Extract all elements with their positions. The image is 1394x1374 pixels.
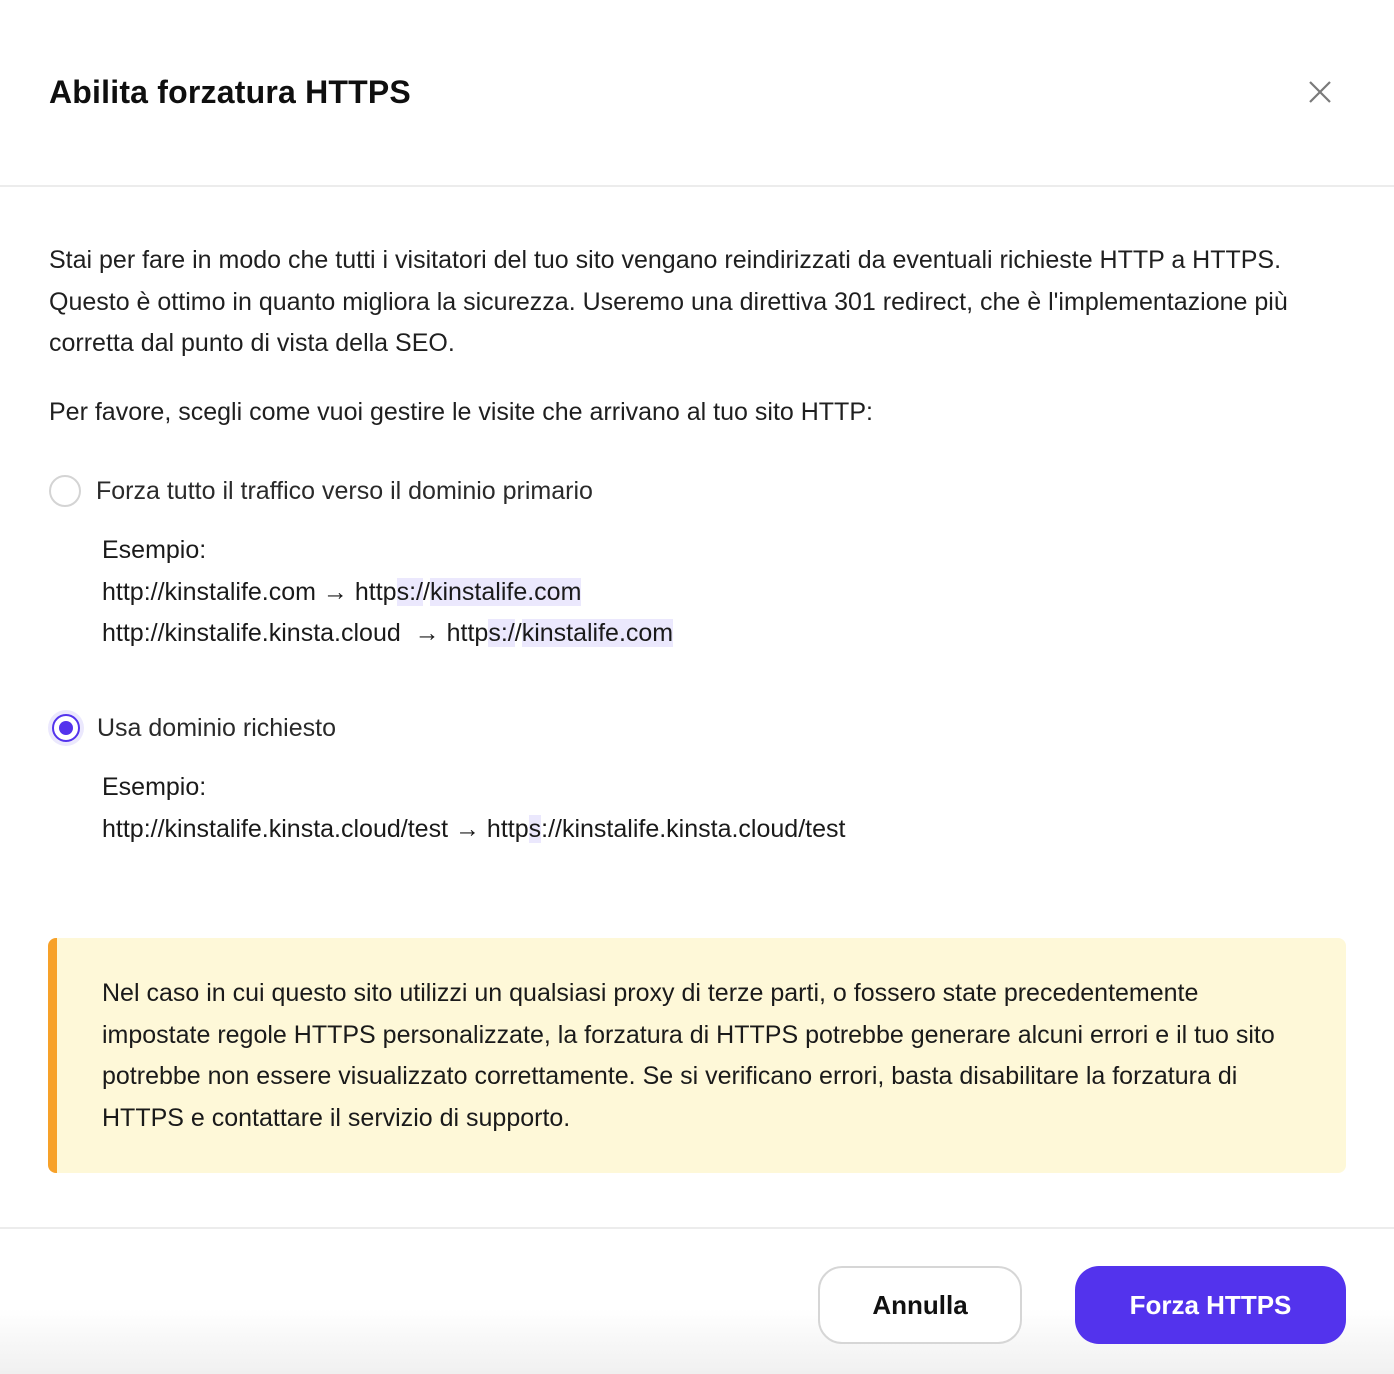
- dialog-body: [49, 240, 1349, 365]
- close-icon: [1308, 80, 1332, 104]
- example-label: Esempio:: [102, 536, 207, 564]
- radio-option-requested-domain[interactable]: [48, 710, 336, 746]
- close-button[interactable]: [1300, 72, 1340, 112]
- example-requested-domain: [102, 767, 845, 850]
- example-line: http://kinstalife.com → https://kinstalife.com: [102, 577, 582, 606]
- warning-notice: [48, 938, 1346, 1173]
- radio-button-checked[interactable]: [48, 710, 84, 746]
- warning-text: Nel caso in cui questo sito utilizzi un qualsiasi proxy di terze parti, o fossero state precedentemente impostate regole HTTPS personalizzate, la forzatura di HTTPS potrebbe generare alcuni errori e il tuo sito potrebbe non essere visualizzato correttamente. Se si verificano errori, basta disabilitare la forzatura di HTTPS e contattare il servizio di supporto.: [102, 979, 1275, 1132]
- arrow-icon: →: [448, 814, 487, 843]
- radio-button-unchecked[interactable]: [49, 475, 81, 507]
- intro-text: Stai per fare in modo che tutti i visitatori del tuo sito vengano reindirizzati da eventuali richieste HTTP a HTTPS. Questo è ottimo in quanto migliora la sicurezza. Useremo una direttiva 301 redirect, che è l'implementazione più corretta dal punto di vista della SEO.: [49, 246, 1288, 357]
- radio-label-primary-domain: Forza tutto il traffico verso il dominio primario: [96, 477, 593, 505]
- example-line: http://kinstalife.kinsta.cloud/test → https://kinstalife.kinsta.cloud/test: [102, 814, 846, 843]
- example-line: http://kinstalife.kinsta.cloud → https://kinstalife.com: [102, 619, 674, 647]
- dialog-title: Abilita forzatura HTTPS: [49, 74, 411, 110]
- arrow-icon: →: [407, 619, 447, 647]
- example-label: Esempio:: [102, 773, 207, 801]
- example-primary-domain: [102, 530, 673, 655]
- radio-option-primary-domain[interactable]: [48, 473, 593, 509]
- cancel-button[interactable]: Annulla: [818, 1266, 1022, 1344]
- force-https-button[interactable]: Forza HTTPS: [1075, 1266, 1346, 1344]
- radio-label-requested-domain: Usa dominio richiesto: [97, 714, 336, 742]
- dialog-footer: [0, 1227, 1394, 1374]
- dialog-header: [0, 0, 1394, 187]
- arrow-icon: →: [315, 577, 355, 606]
- prompt-text: Per favore, scegli come vuoi gestire le visite che arrivano al tuo sito HTTP:: [49, 398, 873, 426]
- radio-dot-icon: [59, 721, 73, 735]
